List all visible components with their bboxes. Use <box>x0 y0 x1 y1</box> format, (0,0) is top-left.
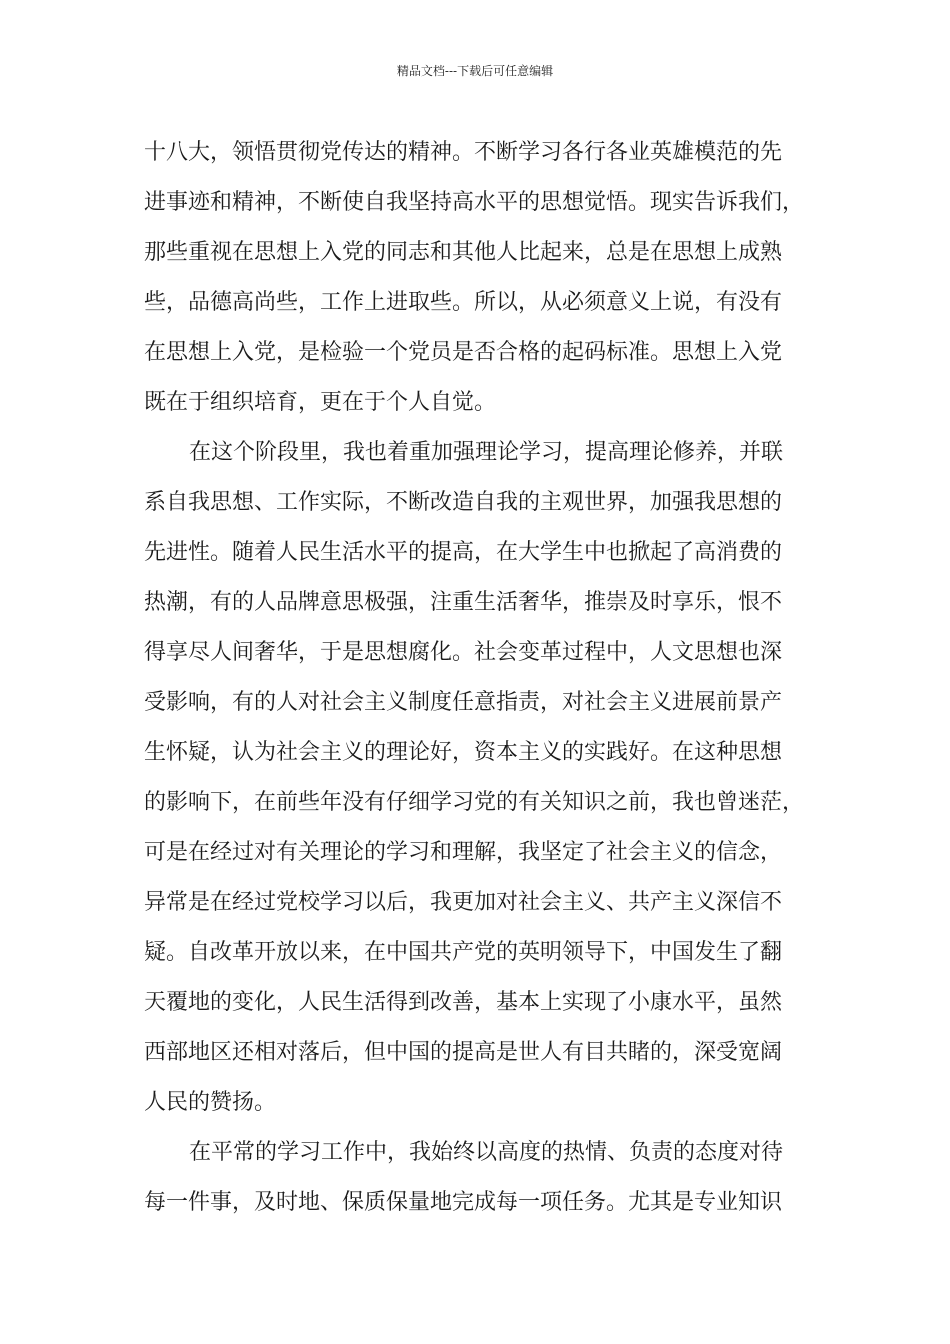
text-line: 热潮，有的人品牌意思极强，注重生活奢华，推崇及时享乐，恨不 <box>144 590 783 615</box>
text-line: 在思想上入党，是检验一个党员是否合格的起码标准。思想上入党 <box>144 340 783 365</box>
text-line: 些，品德高尚些，工作上进取些。所以，从必须意义上说，有没有 <box>144 290 783 315</box>
text-line: 系自我思想、工作实际，不断改造自我的主观世界，加强我思想的 <box>144 490 783 515</box>
text-line: 受影响，有的人对社会主义制度任意指责，对社会主义进展前景产 <box>144 690 783 715</box>
paragraph-first-line: 在这个阶段里，我也着重加强理论学习，提高理论修养，并联 <box>189 440 784 465</box>
text-line: 每一件事，及时地、保质保量地完成每一项任务。尤其是专业知识 <box>144 1190 783 1215</box>
page-header: 精品文档---下载后可任意编辑 <box>396 64 554 78</box>
text-line: 先进性。随着人民生活水平的提高，在大学生中也掀起了高消费的 <box>144 540 783 565</box>
document-body <box>144 128 810 1228</box>
text-line: 十八大，领悟贯彻党传达的精神。不断学习各行各业英雄模范的先 <box>144 140 783 165</box>
text-line: 人民的赞扬。 <box>144 1090 277 1115</box>
text-line: 可是在经过对有关理论的学习和理解，我坚定了社会主义的信念， <box>144 840 783 865</box>
text-line: 进事迹和精神，不断使自我坚持高水平的思想觉悟。现实告诉我们， <box>144 190 805 215</box>
text-line: 得享尽人间奢华，于是思想腐化。社会变革过程中，人文思想也深 <box>144 640 783 665</box>
text-line: 西部地区还相对落后，但中国的提高是世人有目共睹的，深受宽阔 <box>144 1040 783 1065</box>
paragraph-first-line: 在平常的学习工作中，我始终以高度的热情、负责的态度对待 <box>189 1140 784 1165</box>
text-line: 既在于组织培育，更在于个人自觉。 <box>144 390 497 415</box>
text-line: 疑。自改革开放以来，在中国共产党的英明领导下，中国发生了翻 <box>144 940 783 965</box>
text-line: 生怀疑，认为社会主义的理论好，资本主义的实践好。在这种思想 <box>144 740 783 765</box>
text-line: 的影响下，在前些年没有仔细学习党的有关知识之前，我也曾迷茫， <box>144 790 805 815</box>
text-line: 天覆地的变化，人民生活得到改善，基本上实现了小康水平，虽然 <box>144 990 783 1015</box>
text-line: 异常是在经过党校学习以后，我更加对社会主义、共产主义深信不 <box>144 890 783 915</box>
text-line: 那些重视在思想上入党的同志和其他人比起来，总是在思想上成熟 <box>144 240 783 265</box>
